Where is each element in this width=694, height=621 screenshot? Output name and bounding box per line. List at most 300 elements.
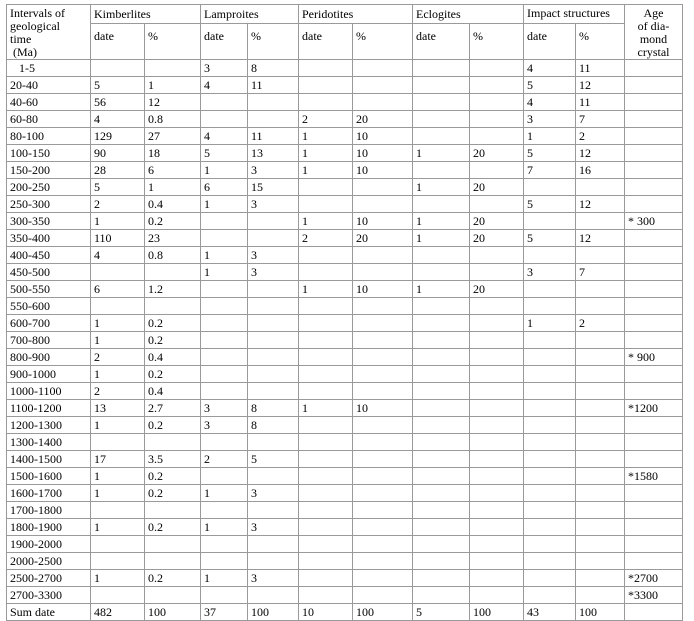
kimberlites-date-cell: 1 [91,332,145,349]
impact-date-cell [524,366,576,383]
eclogites-date-cell [413,162,470,179]
impact-date-cell [524,332,576,349]
lamproites-date-cell: 6 [201,179,248,196]
eclogites-date-cell [413,366,470,383]
kimberlites-date-cell: 1 [91,519,145,536]
impact-percent-cell: 11 [576,94,625,111]
table-row [7,332,683,349]
peridotites-date-cell: 2 [299,230,353,247]
interval-cell: 900-1000 [7,366,91,383]
kimberlites-percent-cell: 0.2 [145,332,201,349]
eclogites-percent-cell [470,502,524,519]
kimberlites-percent-cell: 23 [145,230,201,247]
peridotites-percent-cell [353,366,413,383]
table-row [7,383,683,400]
impact-date-cell [524,485,576,502]
impact-date-cell [524,536,576,553]
interval-cell: 400-450 [7,247,91,264]
lamproites-percent-cell [248,298,299,315]
interval-cell: 450-500 [7,264,91,281]
eclogites-date-cell [413,485,470,502]
group-header-eclogites: Eclogites [413,5,524,24]
impact-percent-cell: 2 [576,128,625,145]
eclogites-percent-cell [470,128,524,145]
age-cell [625,451,683,468]
table-row [7,298,683,315]
peridotites-date-cell: 2 [299,111,353,128]
peridotites-percent-cell [353,332,413,349]
impact-percent-cell: 7 [576,264,625,281]
age-header [625,5,683,60]
kimberlites-percent-cell [145,587,201,604]
kimberlites-percent-cell: 27 [145,128,201,145]
eclogites-percent-cell [470,332,524,349]
kimberlites-percent-cell [145,298,201,315]
eclogites-date-cell [413,111,470,128]
peridotites-date-cell [299,383,353,400]
kimberlites-date-cell [91,536,145,553]
lamproites-percent-cell: 11 [248,77,299,94]
kimberlites-date-cell: 1 [91,417,145,434]
lamproites-date-cell: 2 [201,451,248,468]
eclogites-date-cell [413,298,470,315]
kimberlites-percent-cell: 3.5 [145,451,201,468]
lamproites-percent-cell [248,94,299,111]
interval-cell: 80-100 [7,128,91,145]
age-cell [625,502,683,519]
header-row-groups [7,5,683,24]
table-row [7,94,683,111]
kimberlites-percent-cell [145,502,201,519]
impact-percent-cell: 12 [576,230,625,247]
sub-header-percent: % [470,24,524,60]
table-row [7,604,683,621]
peridotites-percent-cell [353,315,413,332]
impact-date-cell [524,247,576,264]
kimberlites-percent-cell: 100 [145,604,201,621]
table-row [7,485,683,502]
impact-percent-cell [576,417,625,434]
peridotites-percent-cell: 10 [353,213,413,230]
eclogites-date-cell [413,553,470,570]
impact-percent-cell [576,281,625,298]
kimberlites-date-cell: 1 [91,315,145,332]
peridotites-date-cell [299,485,353,502]
kimberlites-percent-cell: 0.4 [145,349,201,366]
kimberlites-percent-cell: 0.2 [145,570,201,587]
lamproites-date-cell [201,230,248,247]
kimberlites-date-cell: 28 [91,162,145,179]
lamproites-date-cell: 1 [201,196,248,213]
lamproites-percent-cell [248,230,299,247]
interval-cell: 1500-1600 [7,468,91,485]
eclogites-date-cell [413,94,470,111]
kimberlites-percent-cell: 0.2 [145,366,201,383]
lamproites-date-cell: 4 [201,128,248,145]
impact-date-cell [524,281,576,298]
impact-date-cell [524,502,576,519]
age-cell: * 300 [625,213,683,230]
age-cell [625,94,683,111]
lamproites-date-cell [201,502,248,519]
lamproites-percent-cell: 13 [248,145,299,162]
table-row [7,111,683,128]
peridotites-percent-cell: 100 [353,604,413,621]
impact-date-cell [524,519,576,536]
lamproites-date-cell [201,111,248,128]
interval-cell: 40-60 [7,94,91,111]
table-row [7,570,683,587]
eclogites-percent-cell [470,298,524,315]
peridotites-date-cell [299,519,353,536]
sub-header-percent: % [248,24,299,60]
sub-header-percent: % [353,24,413,60]
peridotites-percent-cell [353,502,413,519]
eclogites-percent-cell [470,468,524,485]
peridotites-date-cell [299,468,353,485]
kimberlites-percent-cell [145,536,201,553]
peridotites-date-cell [299,179,353,196]
eclogites-percent-cell [470,570,524,587]
age-cell [625,298,683,315]
lamproites-percent-cell [248,349,299,366]
eclogites-date-cell [413,570,470,587]
lamproites-date-cell: 3 [201,417,248,434]
eclogites-percent-cell [470,400,524,417]
eclogites-date-cell [413,417,470,434]
kimberlites-percent-cell: 1 [145,77,201,94]
sub-header-date: date [524,24,576,60]
eclogites-percent-cell: 20 [470,213,524,230]
age-cell [625,366,683,383]
kimberlites-date-cell: 1 [91,485,145,502]
peridotites-date-cell [299,332,353,349]
lamproites-percent-cell: 3 [248,570,299,587]
impact-percent-cell [576,485,625,502]
peridotites-percent-cell [353,536,413,553]
peridotites-percent-cell [353,553,413,570]
lamproites-percent-cell [248,332,299,349]
eclogites-date-cell [413,77,470,94]
kimberlites-percent-cell: 0.8 [145,111,201,128]
impact-percent-cell [576,298,625,315]
peridotites-date-cell [299,570,353,587]
age-cell [625,145,683,162]
age-cell [625,162,683,179]
eclogites-percent-cell [470,434,524,451]
lamproites-date-cell: 3 [201,60,248,77]
eclogites-date-cell [413,332,470,349]
eclogites-date-cell [413,536,470,553]
lamproites-date-cell [201,553,248,570]
eclogites-percent-cell [470,451,524,468]
table-row [7,349,683,366]
age-cell [625,247,683,264]
kimberlites-date-cell: 56 [91,94,145,111]
age-cell [625,128,683,145]
interval-cell: 800-900 [7,349,91,366]
intervals-header-line: Intervals of [10,6,65,20]
lamproites-date-cell [201,94,248,111]
eclogites-percent-cell [470,247,524,264]
eclogites-date-cell [413,247,470,264]
peridotites-date-cell [299,366,353,383]
peridotites-percent-cell [353,196,413,213]
impact-date-cell [524,179,576,196]
impact-date-cell: 7 [524,162,576,179]
interval-cell: 1400-1500 [7,451,91,468]
age-cell [625,230,683,247]
lamproites-percent-cell [248,587,299,604]
kimberlites-date-cell [91,298,145,315]
geological-time-table [6,4,683,621]
kimberlites-date-cell [91,60,145,77]
kimberlites-percent-cell [145,434,201,451]
impact-percent-cell [576,536,625,553]
peridotites-percent-cell [353,570,413,587]
interval-cell: 500-550 [7,281,91,298]
lamproites-percent-cell: 3 [248,162,299,179]
lamproites-date-cell [201,434,248,451]
eclogites-percent-cell [470,94,524,111]
lamproites-percent-cell: 3 [248,519,299,536]
age-cell [625,111,683,128]
impact-percent-cell: 12 [576,77,625,94]
table-body [7,60,683,621]
interval-cell: 1000-1100 [7,383,91,400]
kimberlites-percent-cell: 0.2 [145,315,201,332]
sub-header-date: date [201,24,248,60]
table-row [7,213,683,230]
lamproites-percent-cell: 8 [248,417,299,434]
age-cell [625,553,683,570]
peridotites-date-cell [299,587,353,604]
kimberlites-date-cell: 129 [91,128,145,145]
eclogites-percent-cell [470,77,524,94]
interval-cell: 1100-1200 [7,400,91,417]
peridotites-date-cell [299,315,353,332]
interval-cell: 250-300 [7,196,91,213]
impact-date-cell: 5 [524,145,576,162]
intervals-header-line: geological [10,19,60,33]
kimberlites-date-cell: 2 [91,196,145,213]
eclogites-date-cell [413,264,470,281]
table-row [7,434,683,451]
interval-cell: 350-400 [7,230,91,247]
peridotites-percent-cell [353,383,413,400]
impact-percent-cell [576,553,625,570]
kimberlites-percent-cell [145,264,201,281]
age-header-line: of dia- [637,19,670,33]
age-cell [625,604,683,621]
eclogites-percent-cell [470,519,524,536]
eclogites-percent-cell: 20 [470,281,524,298]
impact-date-cell [524,383,576,400]
peridotites-date-cell: 1 [299,281,353,298]
kimberlites-percent-cell: 0.4 [145,383,201,400]
kimberlites-percent-cell [145,553,201,570]
lamproites-percent-cell [248,281,299,298]
kimberlites-percent-cell: 0.8 [145,247,201,264]
eclogites-date-cell [413,400,470,417]
sub-header-percent: % [145,24,201,60]
interval-cell: 100-150 [7,145,91,162]
impact-percent-cell: 12 [576,145,625,162]
peridotites-percent-cell: 10 [353,281,413,298]
lamproites-date-cell: 1 [201,570,248,587]
age-cell [625,417,683,434]
eclogites-percent-cell [470,162,524,179]
impact-date-cell: 1 [524,128,576,145]
lamproites-date-cell [201,281,248,298]
intervals-header-line: time [10,32,32,46]
lamproites-date-cell [201,587,248,604]
peridotites-percent-cell [353,485,413,502]
interval-cell: 1200-1300 [7,417,91,434]
peridotites-date-cell [299,94,353,111]
age-header-line: Age [643,6,664,20]
kimberlites-date-cell: 13 [91,400,145,417]
impact-percent-cell: 12 [576,196,625,213]
kimberlites-date-cell [91,264,145,281]
impact-percent-cell: 11 [576,60,625,77]
peridotites-percent-cell [353,349,413,366]
age-header-line: mond [639,32,668,46]
interval-cell: 550-600 [7,298,91,315]
impact-percent-cell [576,468,625,485]
impact-percent-cell: 100 [576,604,625,621]
kimberlites-date-cell [91,502,145,519]
lamproites-date-cell [201,468,248,485]
lamproites-percent-cell: 11 [248,128,299,145]
group-header-kimberlites: Kimberlites [91,5,201,24]
lamproites-date-cell [201,298,248,315]
table-row [7,553,683,570]
kimberlites-date-cell: 6 [91,281,145,298]
table-row [7,502,683,519]
peridotites-percent-cell [353,264,413,281]
kimberlites-percent-cell: 0.4 [145,196,201,213]
peridotites-date-cell [299,536,353,553]
interval-cell: Sum date [7,604,91,621]
lamproites-date-cell [201,366,248,383]
eclogites-date-cell: 1 [413,145,470,162]
peridotites-percent-cell: 10 [353,145,413,162]
eclogites-date-cell: 1 [413,281,470,298]
sub-header-date: date [413,24,470,60]
impact-percent-cell [576,587,625,604]
peridotites-date-cell [299,502,353,519]
eclogites-date-cell [413,349,470,366]
age-cell [625,536,683,553]
sub-header-date: date [91,24,145,60]
impact-date-cell: 5 [524,77,576,94]
lamproites-percent-cell [248,553,299,570]
impact-percent-cell [576,434,625,451]
kimberlites-date-cell [91,553,145,570]
age-cell [625,485,683,502]
eclogites-date-cell: 1 [413,179,470,196]
kimberlites-percent-cell [145,60,201,77]
lamproites-date-cell: 1 [201,519,248,536]
interval-cell: 150-200 [7,162,91,179]
table-row [7,128,683,145]
lamproites-percent-cell [248,111,299,128]
age-cell [625,60,683,77]
eclogites-date-cell: 5 [413,604,470,621]
table-row [7,366,683,383]
impact-date-cell [524,468,576,485]
impact-date-cell: 43 [524,604,576,621]
peridotites-date-cell [299,451,353,468]
age-cell [625,519,683,536]
peridotites-percent-cell [353,94,413,111]
peridotites-percent-cell: 20 [353,111,413,128]
eclogites-date-cell [413,502,470,519]
eclogites-date-cell [413,468,470,485]
kimberlites-date-cell: 17 [91,451,145,468]
kimberlites-date-cell: 1 [91,468,145,485]
age-cell: *3300 [625,587,683,604]
eclogites-percent-cell [470,366,524,383]
peridotites-percent-cell [353,247,413,264]
interval-cell: 2500-2700 [7,570,91,587]
interval-cell: 20-40 [7,77,91,94]
table-row [7,519,683,536]
eclogites-percent-cell [470,417,524,434]
kimberlites-percent-cell: 2.7 [145,400,201,417]
interval-cell: 300-350 [7,213,91,230]
kimberlites-date-cell: 1 [91,366,145,383]
interval-cell: 60-80 [7,111,91,128]
eclogites-date-cell [413,587,470,604]
interval-cell: 600-700 [7,315,91,332]
peridotites-date-cell [299,196,353,213]
table-row [7,196,683,213]
lamproites-date-cell [201,213,248,230]
impact-percent-cell [576,451,625,468]
lamproites-percent-cell: 3 [248,485,299,502]
lamproites-date-cell: 1 [201,264,248,281]
lamproites-percent-cell: 3 [248,196,299,213]
peridotites-percent-cell [353,519,413,536]
eclogites-date-cell [413,451,470,468]
interval-cell: 200-250 [7,179,91,196]
table-row [7,145,683,162]
impact-date-cell: 1 [524,315,576,332]
age-cell [625,434,683,451]
peridotites-date-cell [299,60,353,77]
header-row-sub [7,24,683,60]
peridotites-date-cell [299,434,353,451]
table-row [7,400,683,417]
age-cell [625,196,683,213]
eclogites-percent-cell: 20 [470,145,524,162]
kimberlites-percent-cell: 0.2 [145,417,201,434]
eclogites-percent-cell [470,60,524,77]
peridotites-percent-cell: 10 [353,162,413,179]
impact-date-cell [524,400,576,417]
eclogites-date-cell [413,315,470,332]
impact-percent-cell [576,519,625,536]
peridotites-date-cell [299,77,353,94]
lamproites-percent-cell [248,434,299,451]
peridotites-date-cell [299,417,353,434]
eclogites-percent-cell: 20 [470,179,524,196]
impact-percent-cell [576,502,625,519]
table-row [7,162,683,179]
lamproites-date-cell [201,536,248,553]
